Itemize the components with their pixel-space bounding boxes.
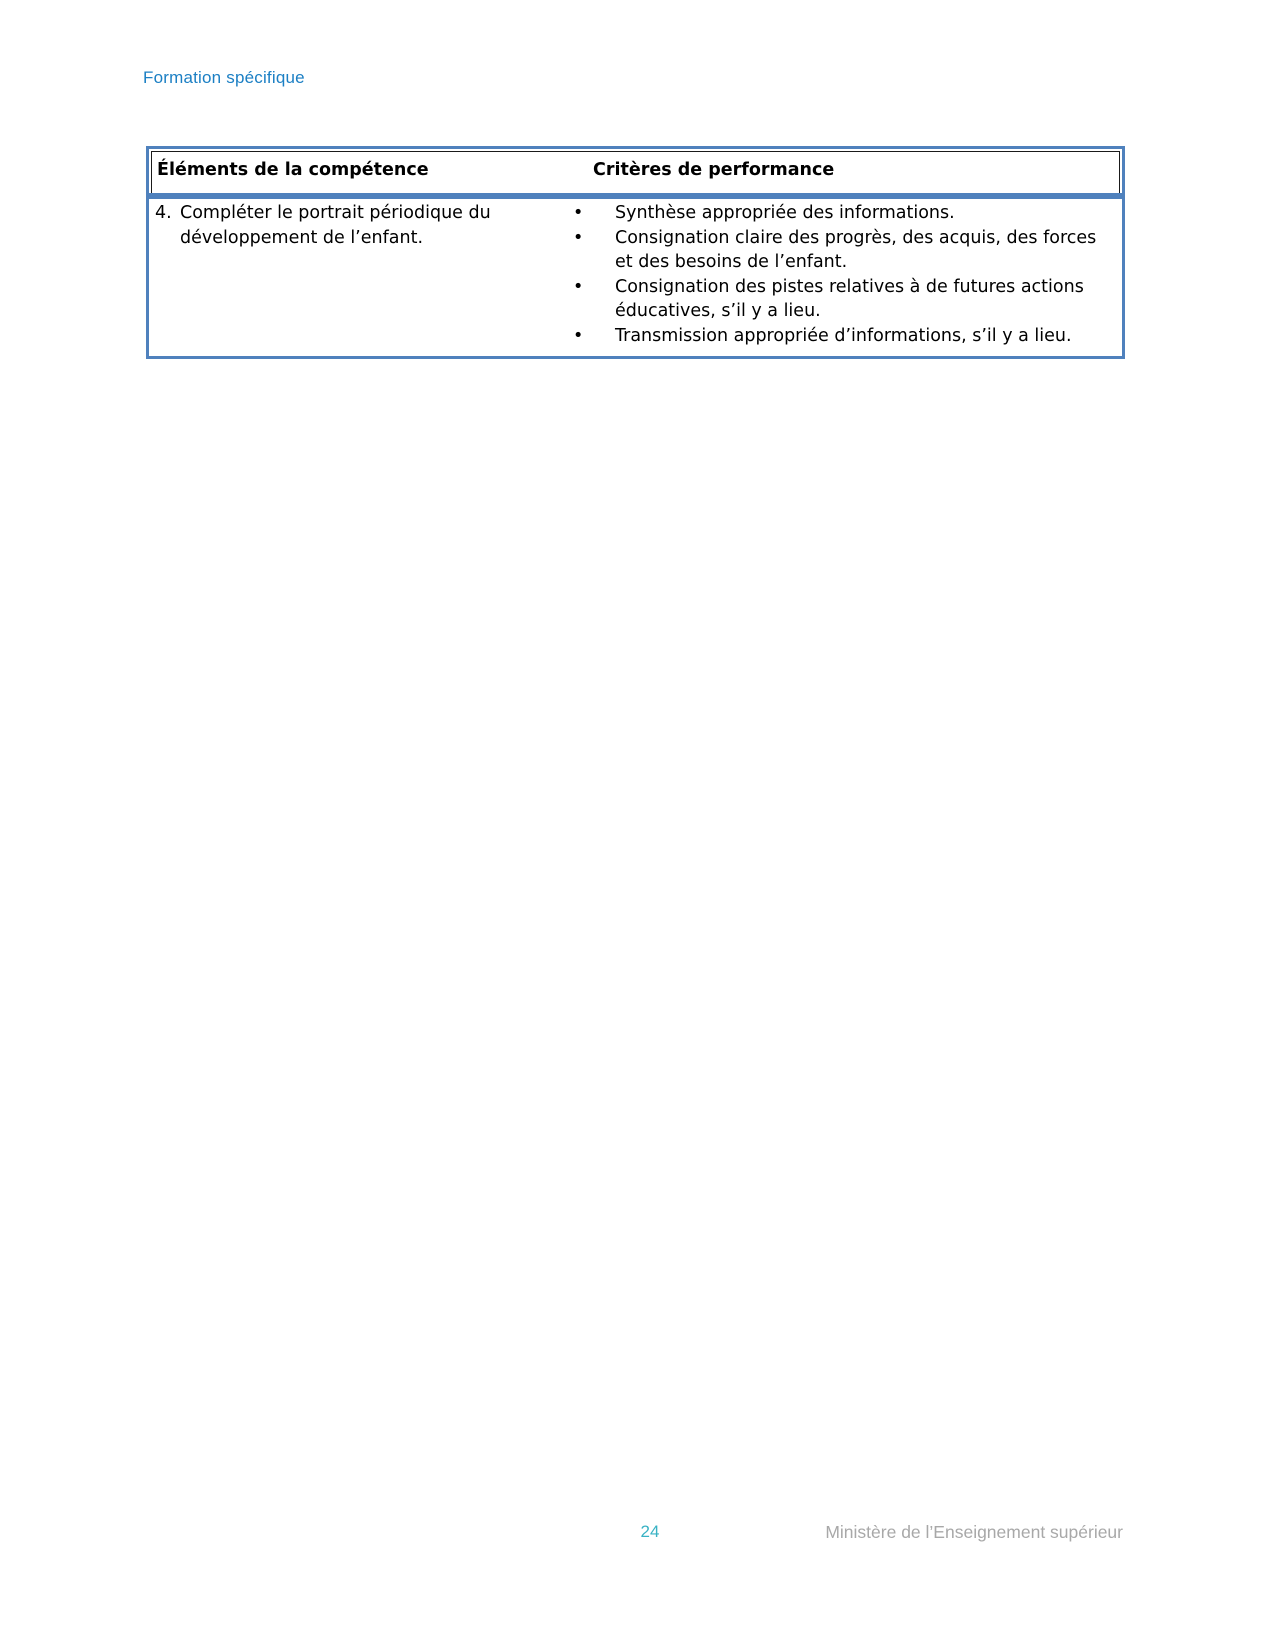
criterion-text: Consignation des pistes relatives à de futures actions éducatives, s’il y a lieu. (615, 276, 1084, 321)
section-header: Formation spécifique (143, 68, 305, 87)
criterion-item (573, 275, 1122, 324)
bullet-icon: • (573, 276, 584, 297)
criterion-text: Transmission appropriée d’informations, s’il y a lieu. (615, 325, 1072, 346)
criterion-item (573, 324, 1122, 349)
bullet-icon: • (573, 203, 584, 223)
column-header-elements: Éléments de la compétence (157, 160, 429, 180)
criterion-text: Consignation claire des progrès, des acquis, des forces et des besoins de l’enfant. (615, 227, 1097, 272)
element-number: 4. (155, 203, 172, 223)
footer-ministry: Ministère de l’Enseignement supérieur (825, 1522, 1123, 1542)
criteria-cell (561, 201, 1122, 348)
page-footer (0, 1522, 1275, 1548)
competency-table (146, 146, 1125, 359)
criteria-list (573, 201, 1122, 348)
column-header-criteria: Critères de performance (593, 160, 835, 180)
table-header-row (151, 151, 1120, 193)
bullet-icon: • (573, 227, 584, 248)
table-body-row (149, 199, 1122, 356)
element-text: Compléter le portrait périodique du développement de l’enfant. (180, 203, 491, 248)
element-cell (149, 201, 561, 348)
criterion-text: Synthèse appropriée des informations. (615, 203, 955, 223)
page-number: 24 (640, 1522, 660, 1541)
bullet-icon: • (573, 325, 584, 346)
criterion-item (573, 226, 1122, 275)
criterion-item (573, 201, 1122, 226)
